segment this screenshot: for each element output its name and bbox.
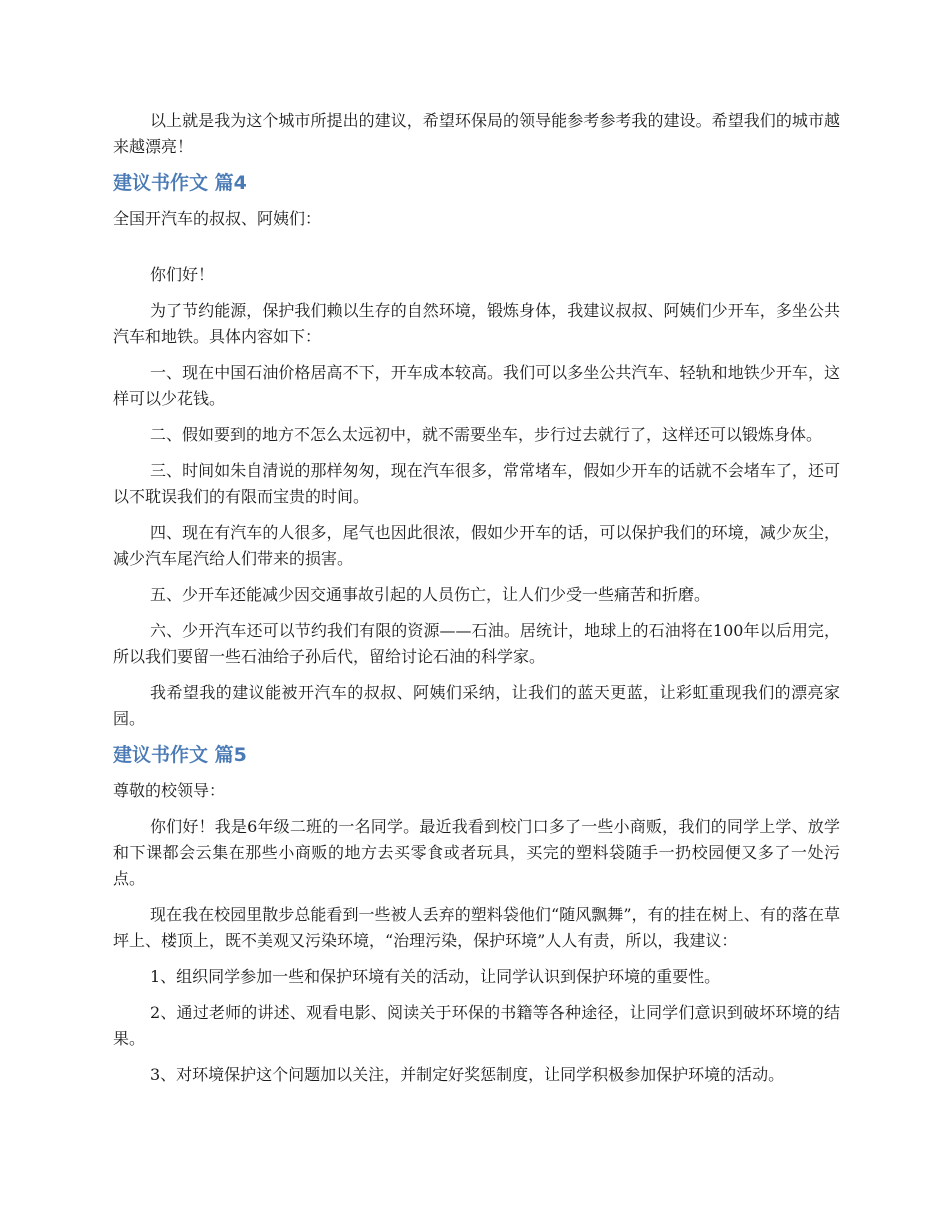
document-page [113,108,840,1098]
section4-salutation: 全国开汽车的叔叔、阿姨们： [113,209,322,228]
section4-paragraph: 为了节约能源，保护我们赖以生存的自然环境，锻炼身体，我建议叔叔、阿姨们少开车，多坐公共汽车和地铁。具体内容如下： [113,301,840,346]
section5-paragraph: 1、组织同学参加一些和保护环境有关的活动，让同学认识到保护环境的重要性。 [150,967,721,986]
section5-paragraph: 3、对环境保护这个问题加以关注，并制定好奖惩制度，让同学积极参加保护环境的活动。 [150,1065,785,1084]
section4-paragraph: 我希望我的建议能被开汽车的叔叔、阿姨们采纳，让我们的蓝天更蓝，让彩虹重现我们的漂亮家园。 [113,683,840,728]
section4-paragraph: 五、少开车还能减少因交通事故引起的人员伤亡，让人们少受一些痛苦和折磨。 [150,585,711,604]
section4-paragraph: 一、现在中国石油价格居高不下，开车成本较高。我们可以多坐公共汽车、轻轨和地铁少开车，这样可以少花钱。 [113,363,840,408]
section5-heading: 建议书作文 篇5 [113,744,247,766]
section5-salutation: 尊敬的校领导： [113,781,226,800]
section4-paragraph: 四、现在有汽车的人很多，尾气也因此很浓，假如少开车的话，可以保护我们的环境，减少灰尘，减少汽车尾汽给人们带来的损害。 [113,523,840,568]
section4-heading: 建议书作文 篇4 [113,172,247,194]
section4-greeting: 你们好！ [150,265,215,284]
section4-paragraph: 二、假如要到的地方不怎么太远初中，就不需要坐车，步行过去就行了，这样还可以锻炼身体。 [150,425,823,444]
section5-paragraph: 2、通过老师的讲述、观看电影、阅读关于环保的书籍等各种途径，让同学们意识到破坏环境的结果。 [113,1003,840,1048]
section5-paragraph: 现在我在校园里散步总能看到一些被人丢弃的塑料袋他们“随风飘舞”，有的挂在树上、有的落在草坪上、楼顶上，既不美观又污染环境，“治理污染，保护环境”人人有责，所以，我建议： [113,905,840,950]
intro-closing-paragraph: 以上就是我为这个城市所提出的建议，希望环保局的领导能参考参考我的建设。希望我们的城市越来越漂亮！ [113,111,840,156]
section5-paragraph: 你们好！我是6年级二班的一名同学。最近我看到校门口多了一些小商贩，我们的同学上学、放学和下课都会云集在那些小商贩的地方去买零食或者玩具，买完的塑料袋随手一扔校园便又多了一处污点。 [113,817,840,888]
section4-paragraph: 六、少开汽车还可以节约我们有限的资源——石油。居统计，地球上的石油将在100年以后用完，所以我们要留一些石油给子孙后代，留给讨论石油的科学家。 [113,621,840,666]
section4-paragraph: 三、时间如朱自清说的那样匆匆，现在汽车很多，常常堵车，假如少开车的话就不会堵车了，还可以不耽误我们的有限而宝贵的时间。 [113,461,840,506]
